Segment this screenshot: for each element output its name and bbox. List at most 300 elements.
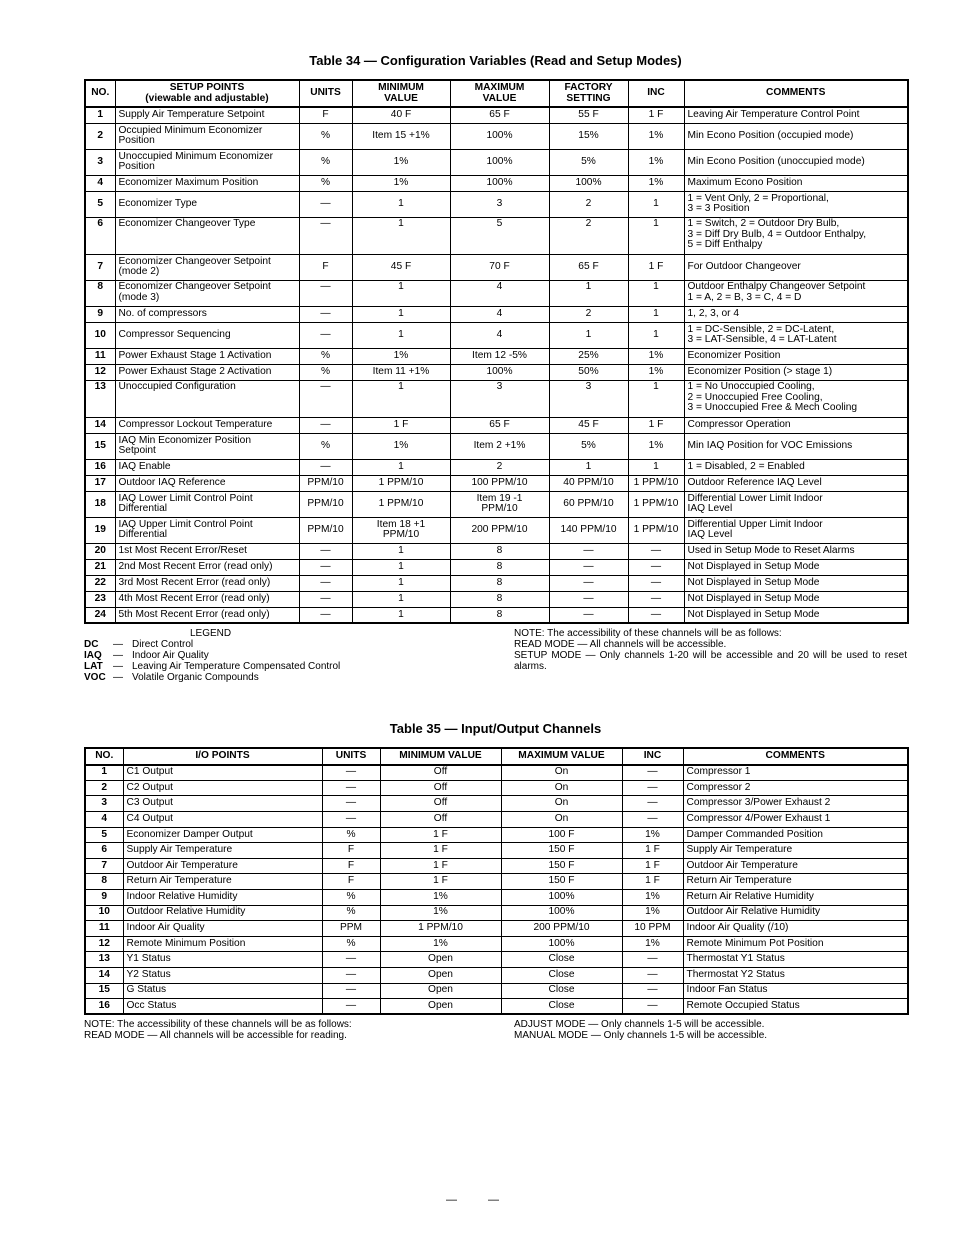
cell-line: IAQ Enable xyxy=(118,461,171,473)
col-maximum-value: MAXIMUM VALUE xyxy=(501,748,622,765)
maximum-value xyxy=(450,575,549,591)
maximum-value xyxy=(450,364,549,380)
maximum-value: 100% xyxy=(501,905,622,921)
legend-text: Leaving Air Temperature Compensated Control xyxy=(132,661,341,672)
table-row xyxy=(85,491,908,517)
col-no: NO. xyxy=(85,80,115,107)
units: % xyxy=(322,889,380,905)
units: % xyxy=(299,364,352,380)
setup-point xyxy=(115,322,299,348)
comments: Return Air Temperature xyxy=(683,874,908,890)
cell-line: 8 xyxy=(496,608,503,620)
units: F xyxy=(322,874,380,890)
comments xyxy=(684,149,908,175)
row-number: 10 xyxy=(85,905,123,921)
cell-line: Unoccupied Configuration xyxy=(118,380,236,392)
note-line: READ MODE — All channels will be accessible for reading. xyxy=(84,1030,347,1041)
page-number-marker: — — xyxy=(446,1194,514,1206)
cell-line: 8 xyxy=(496,593,503,605)
table-row xyxy=(85,175,908,191)
table-row xyxy=(85,889,908,905)
comments: Compressor 3/Power Exhaust 2 xyxy=(683,796,908,812)
minimum-value xyxy=(352,433,450,459)
minimum-value: Off xyxy=(380,765,501,781)
table-row xyxy=(85,433,908,459)
factory-setting: 5% xyxy=(549,433,628,459)
table-row xyxy=(85,765,908,781)
cell-line: 1 = Vent Only, 2 = Proportional, xyxy=(687,192,829,204)
minimum-value: 1 F xyxy=(380,843,501,859)
legend-item xyxy=(84,661,504,672)
io-point: Y2 Status xyxy=(123,967,322,983)
cell-line: 8 xyxy=(496,561,503,573)
cell-line: Economizer Changeover Type xyxy=(118,217,256,229)
inc: — xyxy=(628,559,684,575)
cell-line: 65 F xyxy=(489,419,510,431)
minimum-value: 1 F xyxy=(380,827,501,843)
minimum-value xyxy=(352,591,450,607)
factory-setting: 2 xyxy=(549,217,628,254)
cell-line: IAQ Upper Limit Control Point xyxy=(118,518,253,530)
setup-point xyxy=(115,433,299,459)
factory-setting: 1 xyxy=(549,459,628,475)
minimum-value xyxy=(352,364,450,380)
setup-point xyxy=(115,475,299,491)
units: — xyxy=(299,591,352,607)
legend-text: Indoor Air Quality xyxy=(132,650,209,661)
maximum-value xyxy=(450,306,549,322)
setup-point xyxy=(115,306,299,322)
cell-line: 2 xyxy=(496,461,503,473)
minimum-value xyxy=(352,217,450,254)
io-point: Y1 Status xyxy=(123,952,322,968)
io-point: Indoor Air Quality xyxy=(123,921,322,937)
minimum-value xyxy=(352,543,450,559)
note-line: READ MODE — All channels will be accessible. xyxy=(514,639,727,650)
cell-line: 1% xyxy=(393,177,409,189)
factory-setting: 15% xyxy=(549,123,628,149)
maximum-value: Close xyxy=(501,952,622,968)
table-35-note-left xyxy=(84,1019,504,1041)
inc: 1 F xyxy=(628,107,684,123)
cell-line: Economizer Type xyxy=(118,198,198,210)
minimum-value: 1% xyxy=(380,905,501,921)
minimum-value xyxy=(352,254,450,280)
inc: 1% xyxy=(628,348,684,364)
cell-line: Min IAQ Position for VOC Emissions xyxy=(687,440,853,452)
cell-line: 1 xyxy=(398,593,404,605)
units: % xyxy=(299,348,352,364)
inc: 1 xyxy=(628,217,684,254)
cell-line: 3 = 3 Position xyxy=(687,203,750,215)
row-number: 21 xyxy=(85,559,115,575)
row-number: 11 xyxy=(85,921,123,937)
cell-line: 1 xyxy=(398,561,404,573)
cell-line: IAQ Level xyxy=(687,503,733,515)
factory-setting: 40 PPM/10 xyxy=(549,475,628,491)
cell-line: Item 18 +1 xyxy=(376,518,426,530)
minimum-value xyxy=(352,149,450,175)
factory-setting: 65 F xyxy=(549,254,628,280)
cell-line: 3 = LAT-Sensible, 4 = LAT-Latent xyxy=(687,334,837,346)
cell-line: 1 = Switch, 2 = Outdoor Dry Bulb, xyxy=(687,217,840,229)
factory-setting: — xyxy=(549,575,628,591)
minimum-value xyxy=(352,322,450,348)
col-comments: COMMENTS xyxy=(683,748,908,765)
comments xyxy=(684,517,908,543)
maximum-value xyxy=(450,475,549,491)
setup-point xyxy=(115,348,299,364)
minimum-value xyxy=(352,459,450,475)
cell-line: Maximum Econo Position xyxy=(687,177,803,189)
table-34-header xyxy=(85,80,908,107)
note-line: ADJUST MODE — Only channels 1-5 will be accessible. xyxy=(514,1019,765,1030)
maximum-value: 150 F xyxy=(501,858,622,874)
comments: Compressor 4/Power Exhaust 1 xyxy=(683,811,908,827)
comments xyxy=(684,217,908,254)
legend xyxy=(84,628,504,683)
setup-point xyxy=(115,417,299,433)
minimum-value: Open xyxy=(380,967,501,983)
row-number: 14 xyxy=(85,417,115,433)
legend-text: Volatile Organic Compounds xyxy=(132,672,259,683)
units: PPM/10 xyxy=(299,491,352,517)
minimum-value xyxy=(352,107,450,123)
maximum-value: 100% xyxy=(501,936,622,952)
units: — xyxy=(299,280,352,306)
setup-point xyxy=(115,543,299,559)
table-35-header xyxy=(85,748,908,765)
cell-line: 2nd Most Recent Error (read only) xyxy=(118,561,273,573)
cell-line: Economizer Changeover Setpoint xyxy=(118,280,271,292)
setup-point xyxy=(115,575,299,591)
inc: 1 xyxy=(628,191,684,217)
comments: Outdoor Air Temperature xyxy=(683,858,908,874)
minimum-value xyxy=(352,607,450,623)
cell-line: 1 F xyxy=(393,419,409,431)
cell-line: 8 xyxy=(496,577,503,589)
maximum-value xyxy=(450,217,549,254)
cell-line: Not Displayed in Setup Mode xyxy=(687,561,820,573)
table-row xyxy=(85,905,908,921)
comments xyxy=(684,475,908,491)
comments xyxy=(684,491,908,517)
inc: 1 xyxy=(628,280,684,306)
cell-line: IAQ Lower Limit Control Point xyxy=(118,492,253,504)
cell-line: 100% xyxy=(486,130,513,142)
maximum-value xyxy=(450,517,549,543)
row-number: 12 xyxy=(85,936,123,952)
minimum-value xyxy=(352,491,450,517)
units: — xyxy=(299,543,352,559)
comments: Compressor 2 xyxy=(683,780,908,796)
table-row xyxy=(85,306,908,322)
table-row xyxy=(85,827,908,843)
comments xyxy=(684,575,908,591)
inc: 1% xyxy=(628,364,684,380)
inc: 1% xyxy=(628,433,684,459)
table-row xyxy=(85,952,908,968)
row-number: 18 xyxy=(85,491,115,517)
row-number: 13 xyxy=(85,380,115,417)
row-number: 5 xyxy=(85,191,115,217)
units: — xyxy=(322,967,380,983)
comments: Return Air Relative Humidity xyxy=(683,889,908,905)
table-row xyxy=(85,217,908,254)
table-row xyxy=(85,417,908,433)
table-35-title: Table 35 — Input/Output Channels xyxy=(389,721,602,736)
factory-setting: 2 xyxy=(549,191,628,217)
cell-line: Item 2 +1% xyxy=(473,440,526,452)
col-units: UNITS xyxy=(299,80,352,107)
row-number: 23 xyxy=(85,591,115,607)
row-number: 4 xyxy=(85,175,115,191)
table-34-body xyxy=(85,107,908,623)
table-row xyxy=(85,921,908,937)
table-row xyxy=(85,123,908,149)
cell-line: Differential xyxy=(118,503,168,515)
row-number: 7 xyxy=(85,254,115,280)
comments xyxy=(684,417,908,433)
comments: Thermostat Y1 Status xyxy=(683,952,908,968)
row-number: 9 xyxy=(85,306,115,322)
comments: Damper Commanded Position xyxy=(683,827,908,843)
comments xyxy=(684,591,908,607)
table-row xyxy=(85,591,908,607)
cell-line: Differential xyxy=(118,529,168,541)
units: % xyxy=(299,149,352,175)
table-row xyxy=(85,936,908,952)
maximum-value: Close xyxy=(501,999,622,1015)
comments xyxy=(684,364,908,380)
row-number: 22 xyxy=(85,575,115,591)
cell-line: Used in Setup Mode to Reset Alarms xyxy=(687,545,855,557)
cell-line: 65 F xyxy=(489,109,510,121)
minimum-value xyxy=(352,517,450,543)
minimum-value xyxy=(352,380,450,417)
factory-setting: 55 F xyxy=(549,107,628,123)
cell-line: Economizer Maximum Position xyxy=(118,177,259,189)
units: — xyxy=(299,322,352,348)
table-35-note-right xyxy=(514,1019,907,1041)
col-minimum-value: MINIMUM VALUE xyxy=(380,748,501,765)
cell-line: Min Econo Position (unoccupied mode) xyxy=(687,156,865,168)
note-line: NOTE: The accessibility of these channels will be as follows: xyxy=(84,1019,352,1030)
inc: 1 F xyxy=(622,858,683,874)
table-34-note xyxy=(514,628,907,672)
minimum-value: Open xyxy=(380,952,501,968)
cell-line: 3 xyxy=(496,380,503,392)
units: — xyxy=(322,999,380,1015)
table-row xyxy=(85,999,908,1015)
units: % xyxy=(299,433,352,459)
table-row xyxy=(85,517,908,543)
row-number: 6 xyxy=(85,843,123,859)
legend-dash: — xyxy=(113,661,123,672)
minimum-value xyxy=(352,123,450,149)
cell-line: No. of compressors xyxy=(118,308,207,320)
col-no: NO. xyxy=(85,748,123,765)
cell-line: 3 = Diff Dry Bulb, 4 = Outdoor Enthalpy, xyxy=(687,228,867,240)
table-row xyxy=(85,607,908,623)
cell-line: IAQ Min Economizer Position xyxy=(118,434,251,446)
cell-line: 1% xyxy=(393,156,409,168)
row-number: 16 xyxy=(85,459,115,475)
cell-line: 5th Most Recent Error (read only) xyxy=(118,608,270,620)
cell-line: 1 xyxy=(398,577,404,589)
maximum-value xyxy=(450,123,549,149)
maximum-value xyxy=(450,417,549,433)
factory-setting: 25% xyxy=(549,348,628,364)
maximum-value xyxy=(450,322,549,348)
cell-line: 3rd Most Recent Error (read only) xyxy=(118,577,271,589)
minimum-value: Open xyxy=(380,983,501,999)
comments xyxy=(684,175,908,191)
note-line: SETUP MODE — Only channels 1-20 will be accessible and 20 will be used to reset alarms. xyxy=(514,650,907,672)
cell-line: Min Econo Position (occupied mode) xyxy=(687,130,854,142)
comments xyxy=(684,107,908,123)
legend-text: Direct Control xyxy=(132,639,194,650)
col-setup-points: SETUP POINTS (viewable and adjustable) xyxy=(115,80,299,107)
comments: Supply Air Temperature xyxy=(683,843,908,859)
factory-setting: 140 PPM/10 xyxy=(549,517,628,543)
comments xyxy=(684,459,908,475)
cell-line: 1% xyxy=(393,440,409,452)
inc: — xyxy=(622,999,683,1015)
inc: 1% xyxy=(628,123,684,149)
units: — xyxy=(299,559,352,575)
maximum-value xyxy=(450,175,549,191)
factory-setting: — xyxy=(549,591,628,607)
cell-line: Not Displayed in Setup Mode xyxy=(687,608,820,620)
cell-line: Differential Lower Limit Indoor xyxy=(687,492,823,504)
table-row xyxy=(85,380,908,417)
io-point: Remote Minimum Position xyxy=(123,936,322,952)
table-row xyxy=(85,322,908,348)
cell-line: Economizer Position xyxy=(687,350,781,362)
cell-line: Item 11 +1% xyxy=(372,366,430,378)
legend-item xyxy=(84,650,504,661)
setup-point xyxy=(115,591,299,607)
row-number: 1 xyxy=(85,107,115,123)
maximum-value xyxy=(450,149,549,175)
table-row xyxy=(85,280,908,306)
units: — xyxy=(299,575,352,591)
minimum-value: 1% xyxy=(380,889,501,905)
setup-point xyxy=(115,280,299,306)
row-number: 10 xyxy=(85,322,115,348)
table-row xyxy=(85,983,908,999)
inc: 1 xyxy=(628,306,684,322)
units: — xyxy=(299,191,352,217)
comments: Compressor 1 xyxy=(683,765,908,781)
legend-abbr: IAQ xyxy=(84,650,102,661)
table-row xyxy=(85,254,908,280)
units: — xyxy=(299,380,352,417)
inc: — xyxy=(622,765,683,781)
table-row xyxy=(85,149,908,175)
col-inc: INC xyxy=(628,80,684,107)
units: % xyxy=(322,905,380,921)
cell-line: 100% xyxy=(486,177,513,189)
units: — xyxy=(322,811,380,827)
setup-point xyxy=(115,191,299,217)
comments: Thermostat Y2 Status xyxy=(683,967,908,983)
col-io-points: I/O POINTS xyxy=(123,748,322,765)
cell-line: 3 = Unoccupied Free & Mech Cooling xyxy=(687,402,858,414)
cell-line: IAQ Level xyxy=(687,529,733,541)
table-row xyxy=(85,967,908,983)
factory-setting: — xyxy=(549,607,628,623)
inc: 1% xyxy=(628,175,684,191)
cell-line: Outdoor IAQ Reference xyxy=(118,477,226,489)
row-number: 9 xyxy=(85,889,123,905)
units: % xyxy=(299,123,352,149)
minimum-value: 1 F xyxy=(380,858,501,874)
row-number: 12 xyxy=(85,364,115,380)
setup-point xyxy=(115,491,299,517)
cell-line: 1 xyxy=(398,608,404,620)
inc: — xyxy=(628,607,684,623)
row-number: 15 xyxy=(85,983,123,999)
cell-line: Item 15 +1% xyxy=(372,130,430,142)
io-point: Outdoor Air Temperature xyxy=(123,858,322,874)
comments xyxy=(684,123,908,149)
table-34-title: Table 34 — Configuration Variables (Read and Setup Modes) xyxy=(309,53,682,68)
cell-line: 100 PPM/10 xyxy=(471,477,528,489)
inc: — xyxy=(622,967,683,983)
comments xyxy=(684,280,908,306)
cell-line: (mode 2) xyxy=(118,266,160,278)
legend-dash: — xyxy=(113,672,123,683)
table-row xyxy=(85,543,908,559)
comments xyxy=(684,559,908,575)
units: — xyxy=(299,306,352,322)
minimum-value: Open xyxy=(380,999,501,1015)
cell-line: 1% xyxy=(393,350,409,362)
comments: Remote Minimum Pot Position xyxy=(683,936,908,952)
table-row xyxy=(85,459,908,475)
units: F xyxy=(299,107,352,123)
minimum-value: Off xyxy=(380,780,501,796)
cell-line: 1 xyxy=(398,380,404,392)
setup-point xyxy=(115,607,299,623)
maximum-value: 100 F xyxy=(501,827,622,843)
cell-line: Item 12 -5% xyxy=(472,350,527,362)
cell-line: 1 = DC-Sensible, 2 = DC-Latent, xyxy=(687,323,835,335)
maximum-value: On xyxy=(501,796,622,812)
minimum-value xyxy=(352,575,450,591)
inc: 1 PPM/10 xyxy=(628,517,684,543)
maximum-value xyxy=(450,254,549,280)
units: F xyxy=(322,843,380,859)
factory-setting: 50% xyxy=(549,364,628,380)
factory-setting: — xyxy=(549,559,628,575)
units: PPM/10 xyxy=(299,475,352,491)
io-point: Occ Status xyxy=(123,999,322,1015)
io-point: Economizer Damper Output xyxy=(123,827,322,843)
cell-line: Occupied Minimum Economizer xyxy=(118,124,263,136)
table-row xyxy=(85,364,908,380)
table-34 xyxy=(84,79,909,624)
cell-line: 45 F xyxy=(390,261,412,273)
maximum-value xyxy=(450,191,549,217)
maximum-value: On xyxy=(501,765,622,781)
comments xyxy=(684,380,908,417)
inc: 1% xyxy=(622,827,683,843)
cell-line: Setpoint xyxy=(118,445,156,457)
inc: — xyxy=(628,543,684,559)
